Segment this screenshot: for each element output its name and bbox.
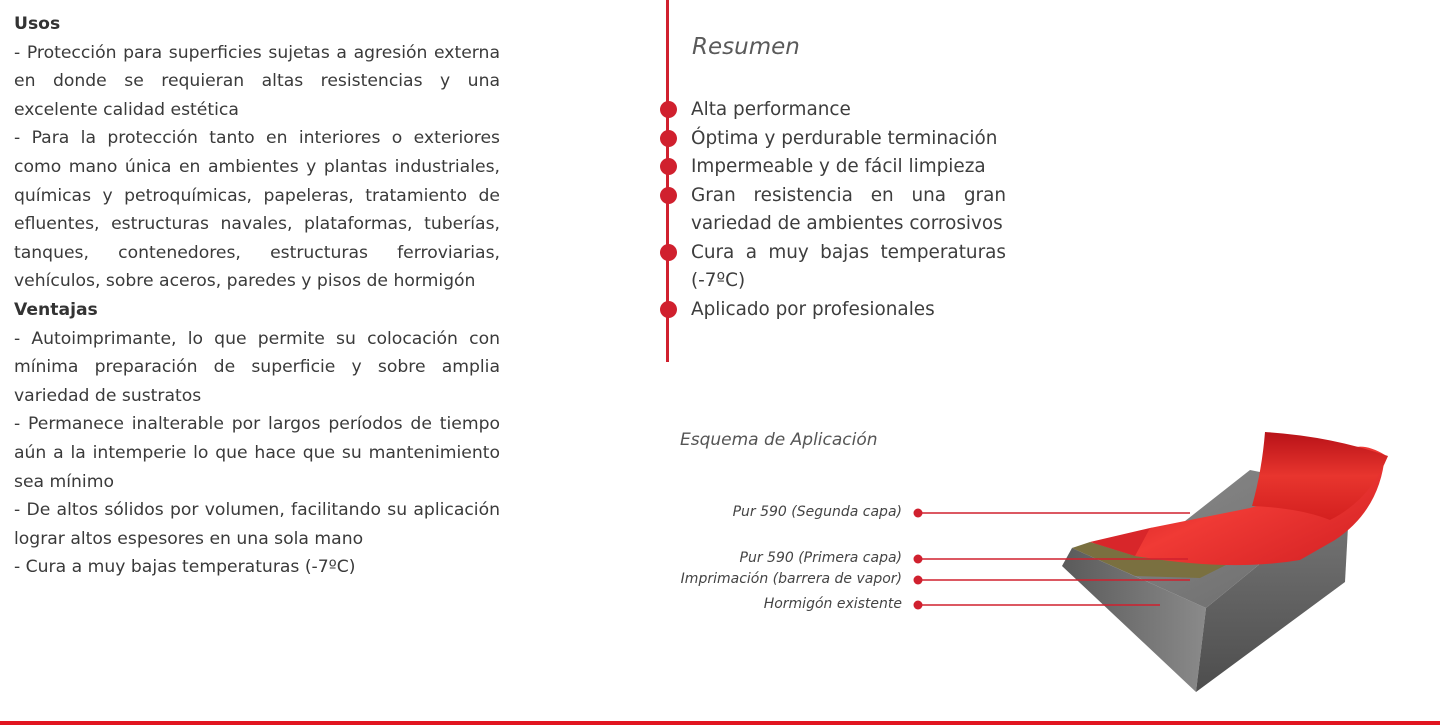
ventajas-item: - Cura a muy bajas temperaturas (-7ºC) [14, 557, 356, 578]
bottom-accent-bar [0, 721, 1440, 725]
usos-item: - Protección para superficies sujetas a agresión externa en donde se requieran altas resistencias y una excelente calidad estética [14, 42, 500, 120]
resumen-item-text: Óptima y perdurable terminación [691, 127, 998, 149]
ventajas-item: - Permanece inalterable por largos períodos de tiempo aún a la intemperie lo que hace que su mantenimiento sea mínimo [14, 414, 500, 492]
ventajas-item: - De altos sólidos por volumen, facilitando su aplicación lograr altos espesores en una sola mano [14, 500, 500, 549]
resumen-item-text: Impermeable y de fácil limpieza [691, 156, 986, 177]
layer-label-primera-capa: Pur 590 (Primera capa) [739, 550, 902, 566]
ventajas-item: - Autoimprimante, lo que permite su colocación con mínima preparación de superficie y sobre amplia variedad de sustratos [14, 328, 500, 406]
usos-heading: Usos [14, 14, 61, 34]
layer-label-hormigon: Hormigón existente [763, 596, 902, 612]
resumen-item-text: Aplicado por profesionales [691, 298, 935, 320]
layer-label-imprimacion: Imprimación (barrera de vapor) [680, 571, 902, 587]
esquema-title: Esquema de Aplicación [680, 430, 878, 450]
resumen-item-text: Alta performance [691, 99, 851, 120]
usos-item: - Para la protección tanto en interiores o exteriores como mano única en ambientes y plantas industriales, químicas y petroquímicas, papeleras, tratamiento de efluentes, estructuras navales, plataformas, tuberías, tanques, contenedores, estructuras ferroviarias, vehículos, sobre aceros, paredes y pisos de hormigón [14, 128, 500, 292]
resumen-item-text: Gran resistencia en una gran variedad de ambientes corrosivos [691, 184, 1006, 234]
layer-label-segunda-capa: Pur 590 (Segunda capa) [732, 504, 902, 520]
resumen-item-text: Cura a muy bajas temperaturas (-7ºC) [691, 241, 1006, 291]
ventajas-heading: Ventajas [14, 299, 98, 320]
resumen-title: Resumen [692, 34, 800, 60]
